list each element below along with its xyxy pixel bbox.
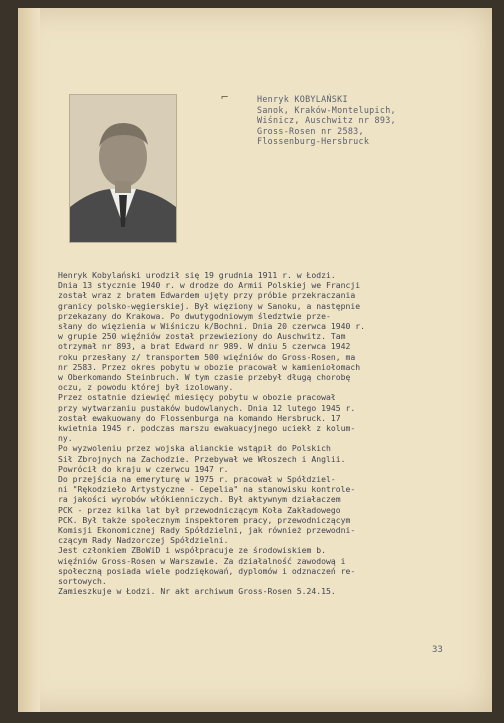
text-line: Powrócił do kraju w czerwcu 1947 r. xyxy=(58,463,229,474)
portrait-photo xyxy=(69,94,177,243)
text-line: granicy polsko-węgierskiej. Był więziony w Sanoku, a następnie xyxy=(58,300,361,311)
text-line: sortowych. xyxy=(58,576,107,587)
text-line: przy wytwarzaniu pustaków budowlanych. Dnia 12 lutego 1945 r. xyxy=(58,402,356,413)
text-line: Dnia 13 stycznie 1940 r. w drodze do Armii Polskiej we Francji xyxy=(58,280,361,291)
caption-line: Sanok, Kraków-Montelupich, xyxy=(257,104,396,115)
text-line: otrzymał nr 893, a brat Edward nr 989. W dniu 5 czerwca 1942 xyxy=(58,341,351,352)
text-line: czącym Rady Nadzorczej Spółdzielni. xyxy=(58,535,229,546)
handwritten-mark: ⌐ xyxy=(221,90,229,104)
text-line: roku przesłany z/ transportem 500 więźniów do Gross-Rosen, ma xyxy=(58,351,356,362)
page-number: 33 xyxy=(432,645,443,655)
biography-text xyxy=(58,270,482,597)
text-line: w grupie 250 więźniów został przewieziony do Auschwitz. Tam xyxy=(58,331,346,342)
document-page xyxy=(18,8,492,712)
caption-line: Wiśnicz, Auschwitz nr 893, xyxy=(257,115,396,126)
text-line: Przez ostatnie dziewięć miesięcy pobytu w obozie pracował xyxy=(58,392,336,403)
text-line: Komisji Ekonomicznej Rady Spółdzielni, jak również przewodni- xyxy=(58,525,356,536)
text-line: został wraz z bratem Edwardem ujęty przy próbie przekraczania xyxy=(58,290,356,301)
portrait-photo-image xyxy=(70,95,176,242)
text-line: nr 2583. Przez okres pobytu w obozie pracował w kamieniołomach xyxy=(58,361,361,372)
text-line: Do przejścia na emeryturę w 1975 r. pracował w Spółdziel- xyxy=(58,474,336,485)
text-line: słany do więzienia w Wiśniczu k/Bochni. Dnia 20 czerwca 1940 r. xyxy=(58,321,365,332)
caption-line: Gross-Rosen nr 2583, xyxy=(257,125,364,136)
text-line: PCK - przez kilka lat był przewodniczącym Koła Zakładowego xyxy=(58,504,341,515)
text-line: Sił Zbrojnych na Zachodzie. Przebywał we Włoszech i Anglii. xyxy=(58,453,346,464)
text-line: przekazany do Krakowa. Po dwutygodniowym śledztwie prze- xyxy=(58,310,331,321)
text-line: więźniów Gross-Rosen w Warszawie. Za działalność zawodową i xyxy=(58,555,346,566)
text-line: Henryk Kobylański urodził się 19 grudnia 1911 r. w Łodzi. xyxy=(58,270,336,280)
person-caption xyxy=(257,94,482,147)
text-line: Jest członkiem ZBoWiD i współpracuje ze środowiskiem b. xyxy=(58,545,327,556)
text-line: PCK. Był także społecznym inspektorem pracy, przewodniczącym xyxy=(58,514,351,525)
text-line: ra jakości wyrobów włókienniczych. Był aktywnym działaczem xyxy=(58,494,341,505)
text-line: ny. xyxy=(58,433,73,444)
caption-line: Henryk KOBYLAŃSKI xyxy=(257,94,348,104)
text-line: Po wyzwoleniu przez wojska alianckie wstąpił do Polskich xyxy=(58,443,331,454)
text-line: oczu, z powodu której był izolowany. xyxy=(58,382,234,393)
caption-line: Flossenburg-Hersbruck xyxy=(257,136,370,147)
text-line: społeczną posiada wiele podziękowań, dyplomów i odznaczeń re- xyxy=(58,565,356,576)
text-line: został ewakuowany do Flossenburga na komando Hersbruck. 17 xyxy=(58,412,341,423)
text-line: w Oberkomando Steinbruch. W tym czasie przebył długą chorobę xyxy=(58,372,351,383)
text-line: ni "Rękodzieło Artystyczne - Cepelia" na stanowisku kontrole- xyxy=(58,484,356,495)
text-line: kwietnia 1945 r. podczas marszu ewakuacyjnego uciekł z kolum- xyxy=(58,423,356,434)
page-binding-edge xyxy=(18,8,40,712)
text-line: Zamieszkuje w Łodzi. Nr akt archiwum Gross-Rosen 5.24.15. xyxy=(58,586,336,597)
